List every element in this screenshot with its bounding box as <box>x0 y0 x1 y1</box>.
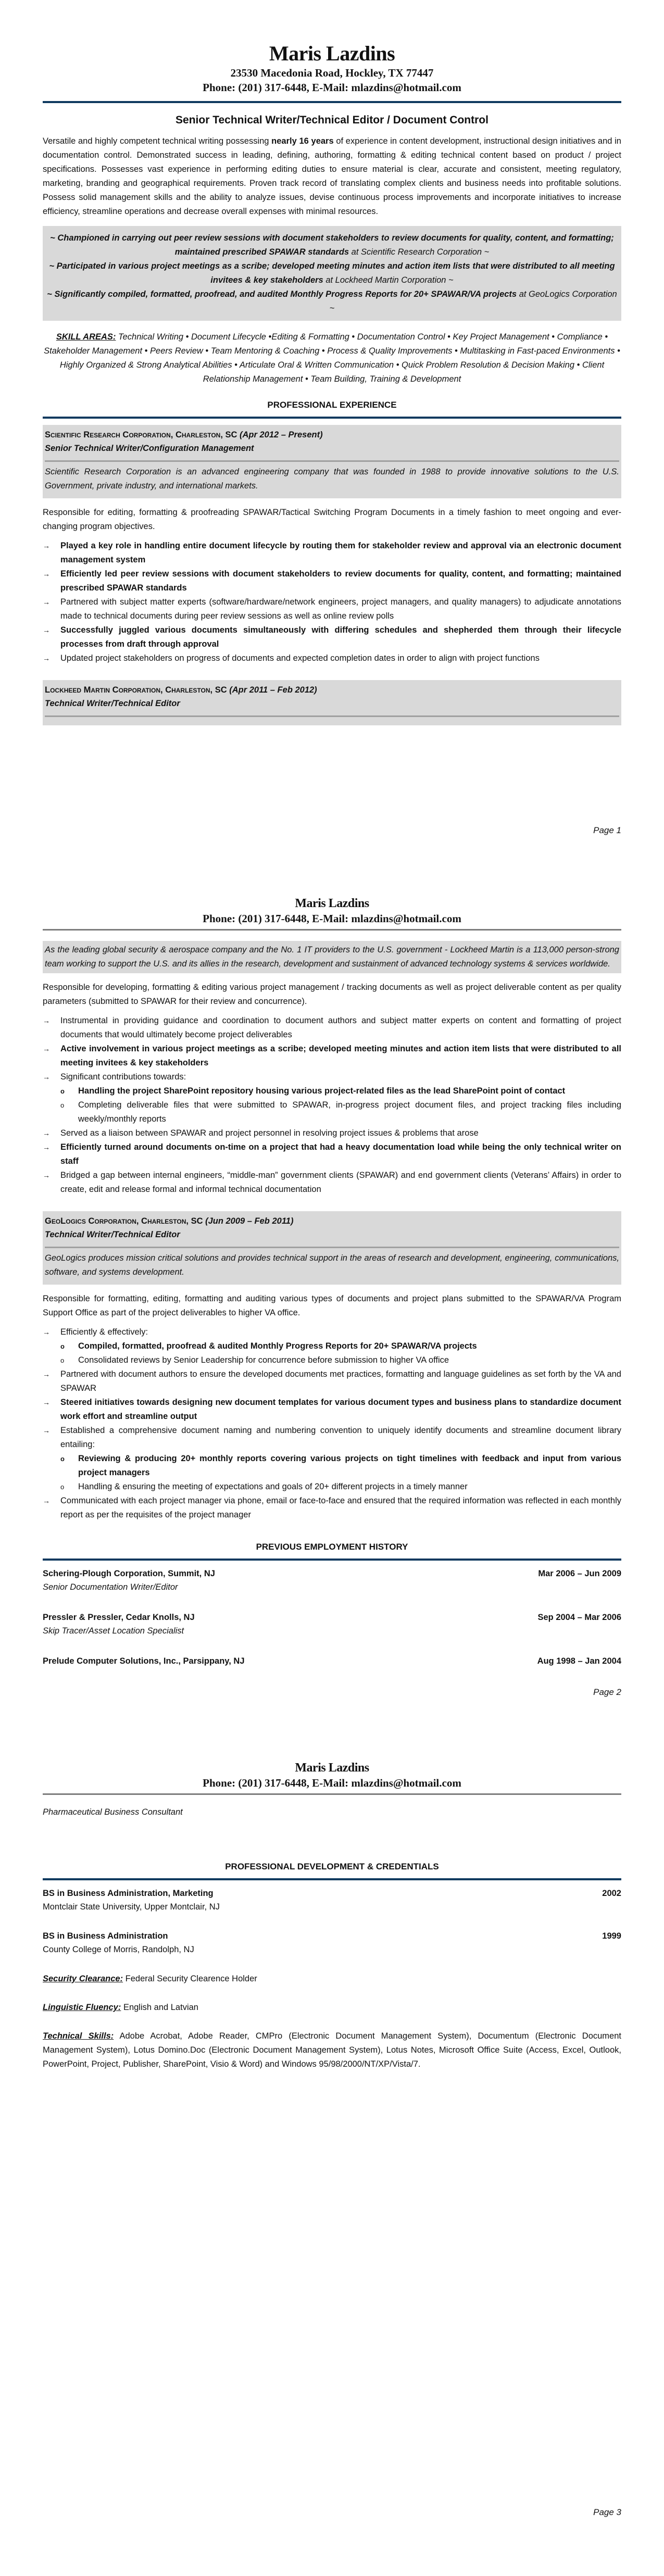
job-bullets <box>43 1325 621 1522</box>
skill-areas <box>43 330 621 386</box>
job-header-geologics <box>43 1211 621 1285</box>
job-dates: (Jun 2009 – Feb 2011) <box>203 1216 294 1226</box>
circle-bullet-icon: o <box>60 1483 65 1491</box>
bullet-item <box>43 1396 621 1424</box>
previous-dates: Aug 1998 – Jan 2004 <box>537 1656 621 1666</box>
degree: BS in Business Administration, Marketing <box>43 1889 214 1898</box>
job-divider <box>45 460 619 462</box>
previous-job <box>43 1567 621 1594</box>
previous-job-row <box>43 1567 621 1580</box>
bullet-text: Communicated with each project manager via phone, email or face-to-face and ensured that the required information was reflected in each monthly report as per the requisites of the project manager <box>60 1496 621 1519</box>
school: Montclair State University, Upper Montclair, NJ <box>43 1902 220 1912</box>
skill-areas-list: Technical Writing • Document Lifecycle •Editing & Formatting • Documentation Control • Key Project Management • Compliance • Stakeholder Management • Peers Review • Team Mentoring & Coaching • Process & Quality Improvements • Multitasking in Fast-paced Environments • Highly Organized & Strong Analytical Abilities • Articulate Oral & Written Communication • Quick Problem Resolution & Decision Making • Client Relationship Management • Team Building, Training & Development <box>44 332 620 384</box>
bullet-text: Updated project stakeholders on progress of documents and expected completion dates in order to align with project functions <box>60 654 540 663</box>
bullet-text: Instrumental in providing guidance and coordination to document authors and subject matter experts on content and formatting of project documents that would ultimately become project deliverables <box>60 1016 621 1039</box>
bullet-text: Partnered with document authors to ensure the developed documents met practices, formatting and language guidelines as set forth by the VA and SPAWAR <box>60 1369 621 1393</box>
bullet-item <box>43 1014 621 1042</box>
previous-role: Pharmaceutical Business Consultant <box>43 1807 183 1817</box>
highlight-bold: ~ Significantly compiled, formatted, proofread, and audited Monthly Progress Reports for 20+ SPAWAR/VA projects <box>47 290 517 299</box>
job-header-lockheed-martin <box>43 680 621 725</box>
bullet-item <box>43 1070 621 1126</box>
sub-bullet-item <box>43 1480 621 1494</box>
highlight-item <box>46 287 618 316</box>
linguistic-fluency-value: English and Latvian <box>121 2003 198 2012</box>
arrow-icon: → <box>43 1497 50 1505</box>
header-divider <box>43 101 621 103</box>
previous-company: Schering-Plough Corporation, Summit, NJ <box>43 1569 215 1578</box>
company-name: Scientific Research Corporation, Charleston, SC <box>45 430 237 439</box>
bullet-item <box>43 1140 621 1168</box>
summary-text: Versatile and highly competent technical writing possessing <box>43 136 272 146</box>
circle-bullet-icon: o <box>60 1455 65 1463</box>
sub-bullets <box>60 1339 621 1367</box>
contact-line: Phone: (201) 317-6448, E-Mail: mlazdins@hotmail.com <box>203 912 461 925</box>
section-title-credentials: PROFESSIONAL DEVELOPMENT & CREDENTIALS <box>225 1862 439 1871</box>
bullet-text: Established a comprehensive document naming and numbering convention to uniquely identify documents and streamline document library entailing: <box>60 1426 621 1449</box>
arrow-icon: → <box>43 1398 50 1406</box>
bullet-item <box>43 651 621 665</box>
degree-year: 1999 <box>602 1931 621 1941</box>
bullet-text: Completing deliverable files that were submitted to SPAWAR, in-progress project document files, and project tracking files including weekly/monthly reports <box>78 1100 621 1124</box>
contact-line: Phone: (201) 317-6448, E-Mail: mlazdins@hotmail.com <box>203 1777 461 1789</box>
summary <box>43 134 621 219</box>
security-clearance-value: Federal Security Clearence Holder <box>123 1974 257 1983</box>
section-title-previous: PREVIOUS EMPLOYMENT HISTORY <box>256 1542 408 1552</box>
arrow-icon: → <box>43 570 50 578</box>
previous-dates: Mar 2006 – Jun 2009 <box>538 1569 621 1578</box>
resume-name: Maris Lazdins <box>269 42 395 65</box>
bullet-text: Compiled, formatted, proofread & audited Monthly Progress Reports for 20+ SPAWAR/VA projects <box>78 1341 477 1351</box>
company-description: Scientific Research Corporation is an advanced engineering company that was founded in 1988 to provide innovative solutions to the U.S. Government, private industry, and international markets. <box>45 467 619 491</box>
arrow-icon: → <box>43 542 50 550</box>
degree: BS in Business Administration <box>43 1931 168 1941</box>
circle-bullet-icon: o <box>60 1356 65 1364</box>
highlight-item <box>46 231 618 259</box>
security-clearance <box>43 1972 621 1986</box>
previous-job-row <box>43 1654 621 1668</box>
previous-dates: Sep 2004 – Mar 2006 <box>537 1613 621 1622</box>
bullet-item <box>43 595 621 623</box>
job-responsibility: Responsible for developing, formatting & editing various project management / tracking documents as well as project deliverable content as per quality parameters (submitted to SPAWAR for their review and concurrence). <box>43 983 621 1006</box>
job-company <box>45 683 619 697</box>
page-2 <box>0 844 664 1708</box>
sub-bullets <box>60 1452 621 1494</box>
arrow-icon: → <box>43 1426 50 1435</box>
arrow-icon: → <box>43 1073 50 1081</box>
sub-bullet-item <box>43 1339 621 1353</box>
bullet-item <box>43 623 621 651</box>
bullet-item <box>43 1424 621 1494</box>
page-number: Page 1 <box>593 825 621 835</box>
arrow-icon: → <box>43 1045 50 1053</box>
job-bullets <box>43 1014 621 1197</box>
company-name: Lockheed Martin Corporation, Charleston, SC <box>45 685 227 695</box>
job-divider <box>45 715 619 717</box>
skill-areas-label: SKILL AREAS: <box>56 332 116 342</box>
sub-bullet-item <box>43 1098 621 1126</box>
bullet-text: Reviewing & producing 20+ monthly reports covering various projects on tight timelines with feedback and input from various project managers <box>78 1454 621 1477</box>
school: County College of Morris, Randolph, NJ <box>43 1945 194 1954</box>
previous-company: Prelude Computer Solutions, Inc., Parsippany, NJ <box>43 1656 245 1666</box>
section-divider <box>43 1878 621 1880</box>
bullet-item <box>43 1494 621 1522</box>
job-title: Technical Writer/Technical Editor <box>45 1230 180 1239</box>
summary-text-cont: of experience in content development, instructional design initiatives and in documentation control. Demonstrated success in leading, defining, authoring, formatting & editing technical content based on product / project specifications. Possesses vast experience in performing editing duties to ensure material is clear, accurate and consistent, meeting regulatory, marketing, branding and geographical requirements. Proven track record of translating complex clients and business needs into profitable solutions. Possess solid management skills and the ability to analyze issues, devise continuous process improvements and incorporate initiatives to increase efficiency, streamline operations and decrease overall expenses with minimal resources. <box>43 136 621 216</box>
technical-skills-label: Technical Skills: <box>43 2031 114 2041</box>
education-row <box>43 1887 621 1900</box>
job-divider <box>45 1247 619 1248</box>
bullet-item <box>43 1126 621 1140</box>
job-header-scientific-research <box>43 425 621 498</box>
highlight-company: at Scientific Research Corporation ~ <box>349 247 490 257</box>
bullet-text: Played a key role in handling entire document lifecycle by routing them for stakeholder review and approval via an electronic document management system <box>60 541 621 564</box>
header-divider <box>43 929 621 931</box>
circle-bullet-icon: o <box>60 1101 65 1109</box>
arrow-icon: → <box>43 1328 50 1336</box>
job-responsibility: Responsible for formatting, editing, formatting and auditing various types of documents and project plans submitted to the SPAWAR/VA Program Support Office as part of the project deliverables to higher VA office. <box>43 1294 621 1317</box>
bullet-text: Served as a liaison between SPAWAR and project personnel in resolving project issues & problems that arose <box>60 1128 479 1138</box>
highlight-item <box>46 259 618 287</box>
previous-job-row <box>43 1611 621 1624</box>
header-divider <box>43 1793 621 1795</box>
previous-company: Pressler & Pressler, Cedar Knolls, NJ <box>43 1613 195 1622</box>
page-1 <box>0 0 664 844</box>
technical-skills <box>43 2029 621 2071</box>
arrow-icon: → <box>43 654 50 662</box>
previous-job <box>43 1611 621 1638</box>
linguistic-fluency <box>43 2001 621 2015</box>
circle-bullet-icon: o <box>60 1342 65 1350</box>
bullet-text: Active involvement in various project meetings as a scribe; developed meeting minutes and action item lists that were distributed to all meeting invitees & key stakeholders <box>60 1044 621 1067</box>
headline: Senior Technical Writer/Technical Editor / Document Control <box>176 114 488 126</box>
bullet-item <box>43 539 621 567</box>
bullet-text: Partnered with subject matter experts (software/hardware/network engineers, project managers, and quality managers) to adjudicate annotations made to technical documents during peer review sessions as well as online review polls <box>60 597 621 621</box>
arrow-icon: → <box>43 598 50 606</box>
job-company <box>45 1214 619 1228</box>
bullet-text: Efficiently turned around documents on-time on a project that had a heavy documentation load while being the only technical writer on staff <box>60 1142 621 1166</box>
job-dates: (Apr 2011 – Feb 2012) <box>227 685 317 695</box>
highlight-company: at Lockheed Martin Corporation ~ <box>323 275 454 285</box>
arrow-icon: → <box>43 1171 50 1179</box>
bullet-item <box>43 1325 621 1367</box>
highlight-bold: ~ Participated in various project meetings as a scribe; developed meeting minutes and action item lists that were distributed to all meeting invitees & key stakeholders <box>49 261 615 285</box>
arrow-icon: → <box>43 1129 50 1137</box>
bullet-text: Efficiently & effectively: <box>60 1327 148 1337</box>
sub-bullet-item <box>43 1452 621 1480</box>
bullet-item <box>43 1042 621 1070</box>
previous-job <box>43 1654 621 1668</box>
highlight-company: at GeoLogics Corporation ~ <box>329 290 617 313</box>
highlight-bold: ~ Championed in carrying out peer review sessions with document stakeholders to review documents for quality, content, and formatting; maintained prescribed SPAWAR standards <box>50 233 614 257</box>
arrow-icon: → <box>43 1370 50 1378</box>
degree-year: 2002 <box>602 1889 621 1898</box>
bullet-text: Bridged a gap between internal engineers, “middle-man” government clients (SPAWAR) and end government clients (Veterans’ Affairs) in order to create, edit and release formal and informal technical documentation <box>60 1171 621 1194</box>
bullet-text: Consolidated reviews by Senior Leadership for concurrence before submission to higher VA office <box>78 1355 449 1365</box>
section-divider <box>43 417 621 419</box>
section-divider <box>43 1559 621 1561</box>
job-company <box>45 428 619 442</box>
arrow-icon: → <box>43 1143 50 1151</box>
sub-bullets <box>60 1084 621 1126</box>
bullet-text: Handling the project SharePoint repository housing various project-related files as the lead SharePoint point of contact <box>78 1086 566 1096</box>
technical-skills-value: Adobe Acrobat, Adobe Reader, CMPro (Electronic Document Management System), Documentum (Electronic Document Management System), Lotus Domino.Doc (Electronic Document Management System), Lotus Notes, Microsoft Office Suite (Access, Excel, Outlook, PowerPoint, Project, Publisher, SharePoint, Visio & Word) and Windows 95/98/2000/NT/XP/Vista/7. <box>43 2031 621 2069</box>
bullet-item <box>43 1367 621 1396</box>
section-title-experience: PROFESSIONAL EXPERIENCE <box>267 400 397 410</box>
bullet-text: Efficiently led peer review sessions with document stakeholders to review documents for quality, content, and formatting; maintained prescribed SPAWAR standards <box>60 569 621 593</box>
arrow-icon: → <box>43 626 50 634</box>
job-title: Senior Technical Writer/Configuration Management <box>45 444 254 453</box>
resume-name: Maris Lazdins <box>295 1761 369 1775</box>
page-number: Page 3 <box>593 2507 621 2517</box>
page-3 <box>0 1708 664 2576</box>
resume-name: Maris Lazdins <box>295 897 369 910</box>
job-responsibility: Responsible for editing, formatting & proofreading SPAWAR/Tactical Switching Program Documents in a timely fashion to meet ongoing and ever-changing program objectives. <box>43 508 621 531</box>
circle-bullet-icon: o <box>60 1087 65 1095</box>
previous-role: Senior Documentation Writer/Editor <box>43 1582 178 1592</box>
contact-line: Phone: (201) 317-6448, E-Mail: mlazdins@hotmail.com <box>203 81 461 94</box>
bullet-text: Successfully juggled various documents simultaneously with differing schedules and shepherded them through their lifecycle processes from draft through approval <box>60 625 621 649</box>
sub-bullet-item <box>43 1353 621 1367</box>
address: 23530 Macedonia Road, Hockley, TX 77447 <box>230 67 434 79</box>
sub-bullet-item <box>43 1084 621 1098</box>
job-bullets <box>43 539 621 665</box>
arrow-icon: → <box>43 1016 50 1025</box>
bullet-text: Significant contributions towards: <box>60 1072 186 1082</box>
summary-years: nearly 16 years <box>271 136 334 146</box>
previous-role: Skip Tracer/Asset Location Specialist <box>43 1626 184 1636</box>
bullet-text: Handling & ensuring the meeting of expectations and goals of 20+ different projects in a timely manner <box>78 1482 468 1491</box>
company-description: GeoLogics produces mission critical solutions and provides technical support in the areas of research and development, engineering, communications, software, and systems development. <box>45 1253 619 1277</box>
page-number: Page 2 <box>593 1687 621 1697</box>
bullet-text: Steered initiatives towards designing new document templates for various document types and business plans to standardize document work effort and streamline output <box>60 1398 621 1421</box>
linguistic-fluency-label: Linguistic Fluency: <box>43 2003 121 2012</box>
job-dates: (Apr 2012 – Present) <box>237 430 323 439</box>
job-title: Technical Writer/Technical Editor <box>45 699 180 708</box>
company-name: GeoLogics Corporation, Charleston, SC <box>45 1216 203 1226</box>
career-highlights <box>43 226 621 321</box>
bullet-item <box>43 567 621 595</box>
education-row <box>43 1929 621 1943</box>
bullet-item <box>43 1168 621 1197</box>
company-description: As the leading global security & aerospace company and the No. 1 IT providers to the U.S. government - Lockheed Martin is a 113,000 person-strong team working to support the U.S. and its allies in the research, development and sustainment of advanced technology systems & services worldwide. <box>43 941 621 973</box>
security-clearance-label: Security Clearance: <box>43 1974 123 1983</box>
